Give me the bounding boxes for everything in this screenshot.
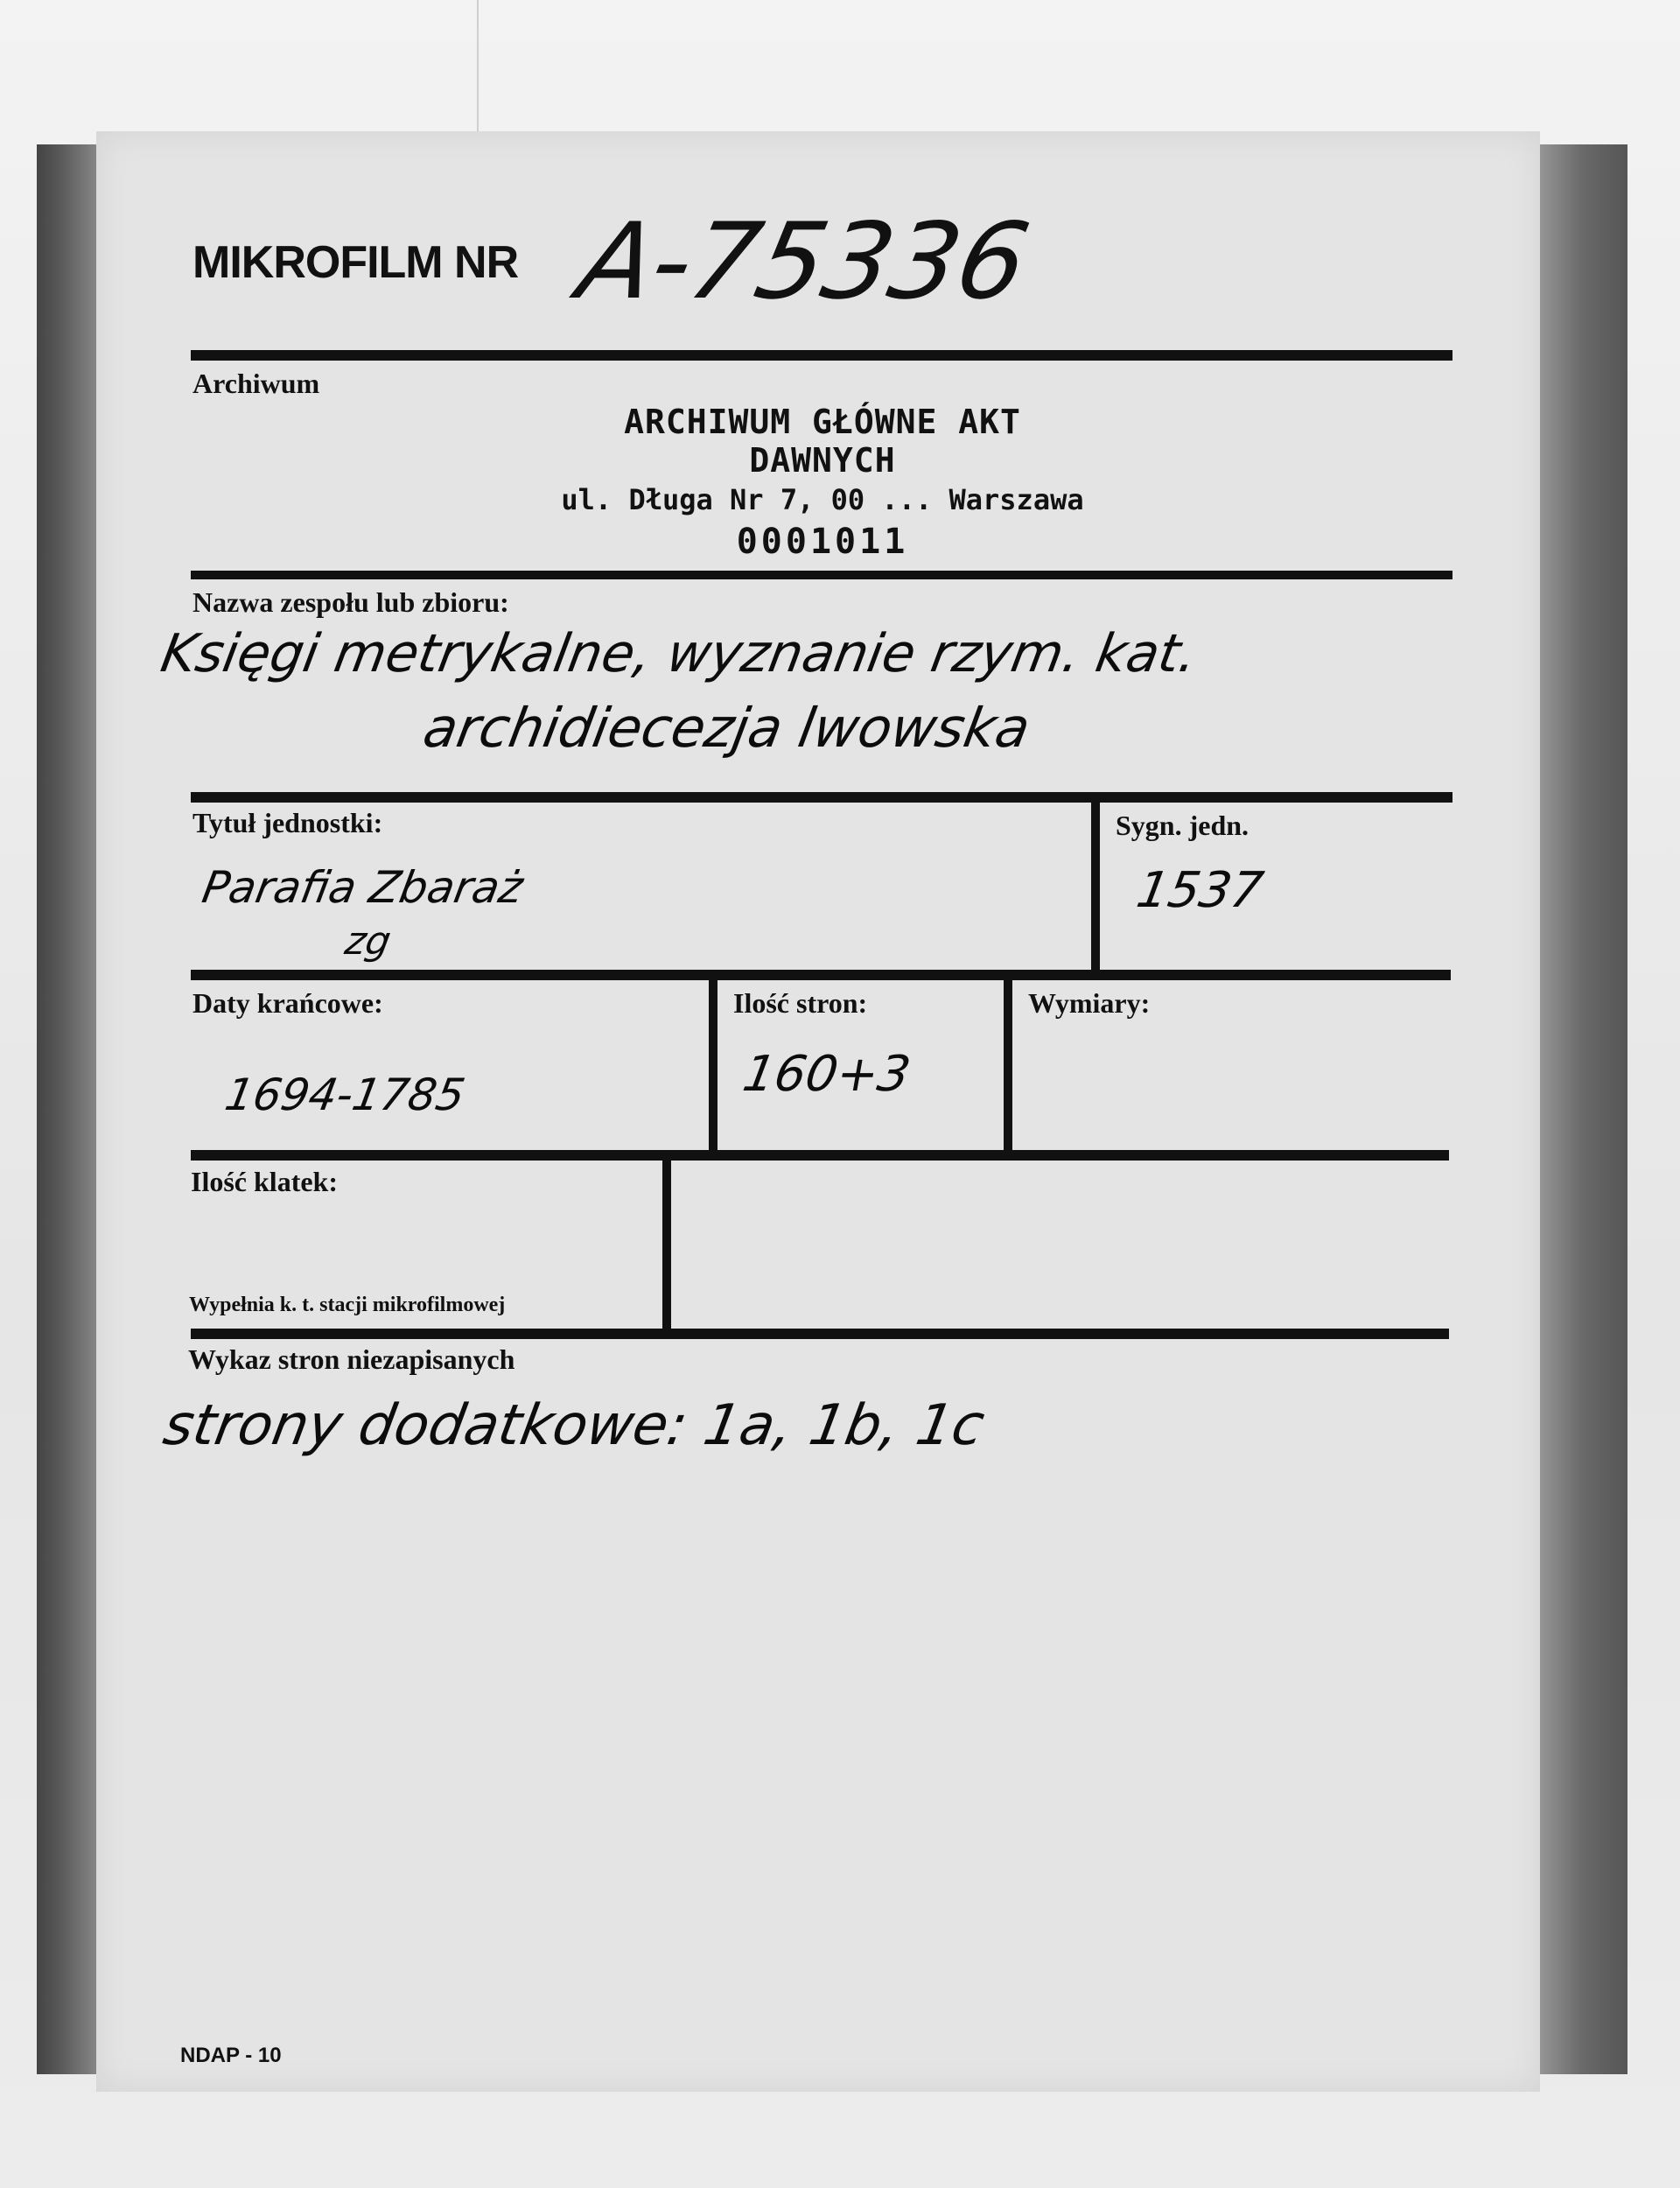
form-code: NDAP - 10 (180, 2044, 282, 2067)
stamp-line-1: ARCHIWUM GŁÓWNE AKT DAWNYCH (624, 403, 1021, 480)
unit-title-value-line-2: zg (341, 919, 395, 964)
archive-stamp (560, 403, 1085, 562)
divider-dates (709, 976, 718, 1155)
signature-value: 1537 (1132, 862, 1268, 919)
frames-note: Wypełnia k. t. stacji mikrofilmowej (189, 1294, 506, 1316)
rule-1 (191, 350, 1452, 361)
card-title: MIKROFILM NR (192, 237, 519, 288)
rule-3 (191, 792, 1452, 803)
dates-label: Daty krańcowe: (192, 987, 383, 1019)
rule-4 (191, 970, 1451, 980)
collection-label: Nazwa zespołu lub zbioru: (192, 586, 509, 618)
right-scan-shadow (1536, 144, 1628, 2074)
signature-label: Sygn. jedn. (1116, 810, 1250, 841)
unit-title-value-line-1: Parafia Zbaraż (198, 862, 528, 913)
rule-6 (191, 1329, 1449, 1339)
rule-2 (191, 571, 1452, 579)
rule-5 (191, 1150, 1449, 1161)
pages-value: 160+3 (738, 1046, 915, 1103)
blank-pages-label: Wykaz stron niezapisanych (188, 1343, 515, 1375)
archive-label: Archiwum (192, 368, 320, 399)
divider-pages (1004, 976, 1012, 1155)
divider-frames (662, 1155, 671, 1332)
collection-value-line-2: archidiecezja lwowska (418, 696, 1035, 760)
dimensions-label: Wymiary: (1028, 987, 1151, 1019)
fold-line (477, 0, 479, 131)
dates-value: 1694-1785 (220, 1069, 469, 1120)
blank-pages-value: strony dodatkowe: 1a, 1b, 1c (158, 1393, 990, 1458)
pages-label: Ilość stron: (733, 987, 868, 1019)
stamp-line-2: ul. Długa Nr 7, 00 ... Warszawa (561, 483, 1084, 516)
divider-sygn (1091, 798, 1100, 973)
left-scan-shadow (37, 144, 98, 2074)
film-number-handwritten: A-75336 (569, 201, 1039, 323)
stamp-line-3: 0001011 (736, 522, 909, 562)
collection-value-line-1: Księgi metrykalne, wyznanie rzym. kat. (156, 623, 1202, 684)
frames-label: Ilość klatek: (191, 1166, 338, 1197)
unit-title-label: Tytuł jednostki: (192, 807, 383, 838)
